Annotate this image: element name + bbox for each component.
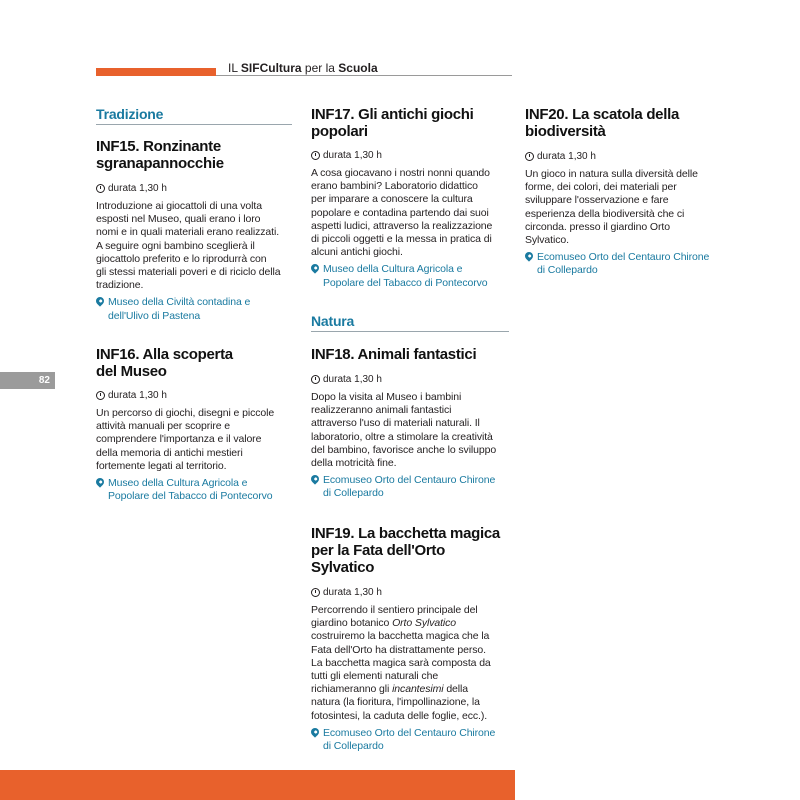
desc-line: Percorrendo il sentiero principale del — [311, 604, 478, 616]
desc-line: attraverso l'uso di materiali naturali. Il — [311, 417, 480, 430]
footer-accent-bar — [0, 770, 515, 800]
activity-inf18 — [311, 346, 511, 501]
desc-line: tutti gli elementi naturali che — [311, 670, 439, 683]
title-line: INF20. La scatola della — [525, 106, 679, 123]
desc-line: erano bambini? Laboratorio didattico — [311, 180, 478, 193]
activity-inf17 — [311, 106, 511, 290]
title-line: biodiversità — [525, 123, 606, 140]
location-line: di Collepardo — [323, 487, 384, 500]
map-pin-icon — [309, 726, 320, 737]
duration — [311, 150, 511, 161]
title-line: INF15. Ronzinante — [96, 138, 221, 155]
desc-line — [311, 617, 511, 630]
desc-line: La bacchetta magica sarà composta da — [311, 656, 491, 669]
clock-icon — [311, 375, 320, 384]
location-line: di Collepardo — [537, 264, 598, 277]
desc-text: giardino botanico — [311, 617, 393, 630]
desc-line: sviluppare l'osservazione e fare — [525, 194, 669, 207]
header-end: Scuola — [338, 61, 378, 75]
location-link[interactable] — [311, 727, 511, 753]
section-rule-tradizione — [96, 124, 292, 125]
activity-description — [311, 167, 511, 259]
desc-line: giocattolo preferito e lo riprodurrà con — [96, 252, 267, 265]
desc-line: Fata dell'Orto ha distrattamente perso. — [311, 643, 486, 656]
activity-title — [311, 346, 511, 363]
page-number: 82 — [0, 372, 55, 389]
desc-line: realizzeranno animali fantastici — [311, 404, 452, 417]
activity-inf16 — [96, 346, 296, 503]
header-prefix: IL — [228, 61, 238, 75]
desc-line: della motricità fine. — [311, 457, 397, 470]
activity-description — [96, 407, 296, 473]
clock-icon — [311, 151, 320, 160]
activity-title — [525, 106, 725, 140]
desc-line: Un percorso di giochi, disegni e piccole — [96, 407, 275, 419]
activity-description — [311, 604, 511, 723]
desc-line: Introduzione ai giocattoli di una volta — [96, 200, 262, 212]
map-pin-icon — [94, 476, 105, 487]
desc-line: popolare e contadina partendo dai suoi — [311, 206, 489, 219]
desc-line: natura (la fioritura, l'impollinazione, la — [311, 696, 480, 709]
title-line: sgranapannocchie — [96, 155, 224, 172]
desc-line: laboratorio, oltre a stimolare la creatività — [311, 430, 493, 443]
duration-text: durata 1,30 h — [108, 183, 167, 194]
title-line: INF16. Alla scoperta — [96, 346, 233, 363]
desc-line — [311, 683, 511, 696]
title-line: INF17. Gli antichi giochi — [311, 106, 474, 123]
desc-line: A cosa giocavano i nostri nonni quando — [311, 167, 490, 179]
desc-line: costruiremo la bacchetta magica che la — [311, 630, 490, 643]
title-line: Sylvatico — [311, 559, 375, 576]
activity-description — [311, 391, 511, 470]
title-line: INF19. La bacchetta magica — [311, 525, 500, 542]
desc-line: alcuni antichi giochi. — [311, 246, 403, 259]
desc-text: della — [443, 683, 469, 696]
duration — [525, 151, 725, 162]
location-line: Popolare del Tabacco di Pontecorvo — [323, 276, 488, 289]
desc-line: della memoria di antichi mestieri — [96, 446, 243, 459]
title-line: per la Fata dell'Orto — [311, 542, 445, 559]
section-title-natura: Natura — [311, 313, 355, 329]
clock-icon — [525, 152, 534, 161]
map-pin-icon — [94, 296, 105, 307]
location-line: Ecomuseo Orto del Centauro Chirone — [323, 726, 496, 739]
activity-inf15 — [96, 138, 296, 323]
location-link[interactable] — [311, 474, 511, 500]
desc-italic: incantesimi — [392, 683, 444, 696]
desc-line: per imparare a conoscere la cultura — [311, 193, 473, 206]
location-line: Popolare del Tabacco di Pontecorvo — [108, 490, 273, 503]
location-link[interactable] — [311, 263, 511, 289]
location-link[interactable] — [525, 251, 725, 277]
header-title — [228, 61, 378, 75]
desc-line: comprendere l'importanza e il valore — [96, 433, 262, 446]
desc-line: Un gioco in natura sulla diversità delle — [525, 168, 698, 180]
duration-text: durata 1,30 h — [323, 150, 382, 161]
duration-text: durata 1,30 h — [108, 390, 167, 401]
duration — [96, 390, 296, 401]
clock-icon — [96, 184, 105, 193]
desc-italic: Orto Sylvatico — [392, 617, 457, 630]
map-pin-icon — [523, 251, 534, 262]
location-link[interactable] — [96, 477, 296, 503]
desc-line: esposti nel Museo, quali erano i loro — [96, 213, 261, 226]
activity-description — [525, 168, 725, 247]
duration — [96, 183, 296, 194]
location-line: Ecomuseo Orto del Centauro Chirone — [323, 474, 496, 487]
desc-line: nomi e in quali materiali erano realizzati. — [96, 226, 280, 239]
location-line: Museo della Civiltà contadina e — [108, 296, 251, 309]
header-middle: per la — [304, 61, 335, 75]
header-brand-main: SIF — [240, 61, 260, 75]
duration — [311, 587, 511, 598]
location-line: Ecomuseo Orto del Centauro Chirone — [537, 251, 710, 264]
activity-inf20 — [525, 106, 725, 278]
duration — [311, 374, 511, 385]
map-pin-icon — [309, 474, 320, 485]
desc-text: richiameranno gli — [311, 683, 393, 696]
clock-icon — [96, 391, 105, 400]
location-link[interactable] — [96, 296, 296, 322]
location-line: Museo della Cultura Agricola e — [108, 477, 248, 490]
title-line: INF18. Animali fantastici — [311, 346, 477, 363]
desc-line: Dopo la visita al Museo i bambini — [311, 391, 462, 403]
activity-description — [96, 200, 296, 292]
desc-line: del bambino, favorisce anche lo sviluppo — [311, 443, 497, 456]
activity-inf19 — [311, 525, 511, 753]
header-rule — [216, 75, 512, 76]
location-line: di Collepardo — [323, 740, 384, 753]
desc-line: Sylvatico. — [525, 234, 569, 247]
clock-icon — [311, 588, 320, 597]
desc-line: tradizione. — [96, 279, 144, 292]
activity-title — [96, 138, 296, 172]
section-rule-natura — [311, 331, 509, 332]
desc-line: gli stessi materiali poveri e di riciclo della — [96, 266, 281, 279]
activity-title — [96, 346, 296, 380]
desc-line: fortemente legati al territorio. — [96, 459, 227, 472]
title-line: popolari — [311, 123, 368, 140]
desc-line: forme, dei colori, dei materiali per — [525, 181, 677, 194]
duration-text: durata 1,30 h — [537, 151, 596, 162]
location-line: dell'Ulivo di Pastena — [108, 309, 201, 322]
desc-line: A seguire ogni bambino sceglierà il — [96, 239, 255, 252]
desc-line: esperienza della biodiversità che ci — [525, 207, 685, 220]
header-accent-bar — [96, 68, 216, 76]
activity-title — [311, 106, 511, 140]
desc-line: circonda. presso il giardino Orto — [525, 220, 670, 233]
map-pin-icon — [309, 263, 320, 274]
desc-line: attività manuali per scoprire e — [96, 420, 231, 433]
location-line: Museo della Cultura Agricola e — [323, 263, 463, 276]
header-brand-bold: Cultura — [259, 61, 302, 75]
desc-line: aspetti ludici, attraverso la realizzazione — [311, 219, 493, 232]
desc-line: fotosintesi, la caduta delle foglie, ecc.). — [311, 709, 488, 722]
activity-title — [311, 525, 511, 576]
title-line: del Museo — [96, 363, 167, 380]
duration-text: durata 1,30 h — [323, 587, 382, 598]
desc-line: di piccoli oggetti e la messa in pratica di — [311, 233, 492, 246]
duration-text: durata 1,30 h — [323, 374, 382, 385]
section-title-tradizione: Tradizione — [96, 106, 164, 122]
